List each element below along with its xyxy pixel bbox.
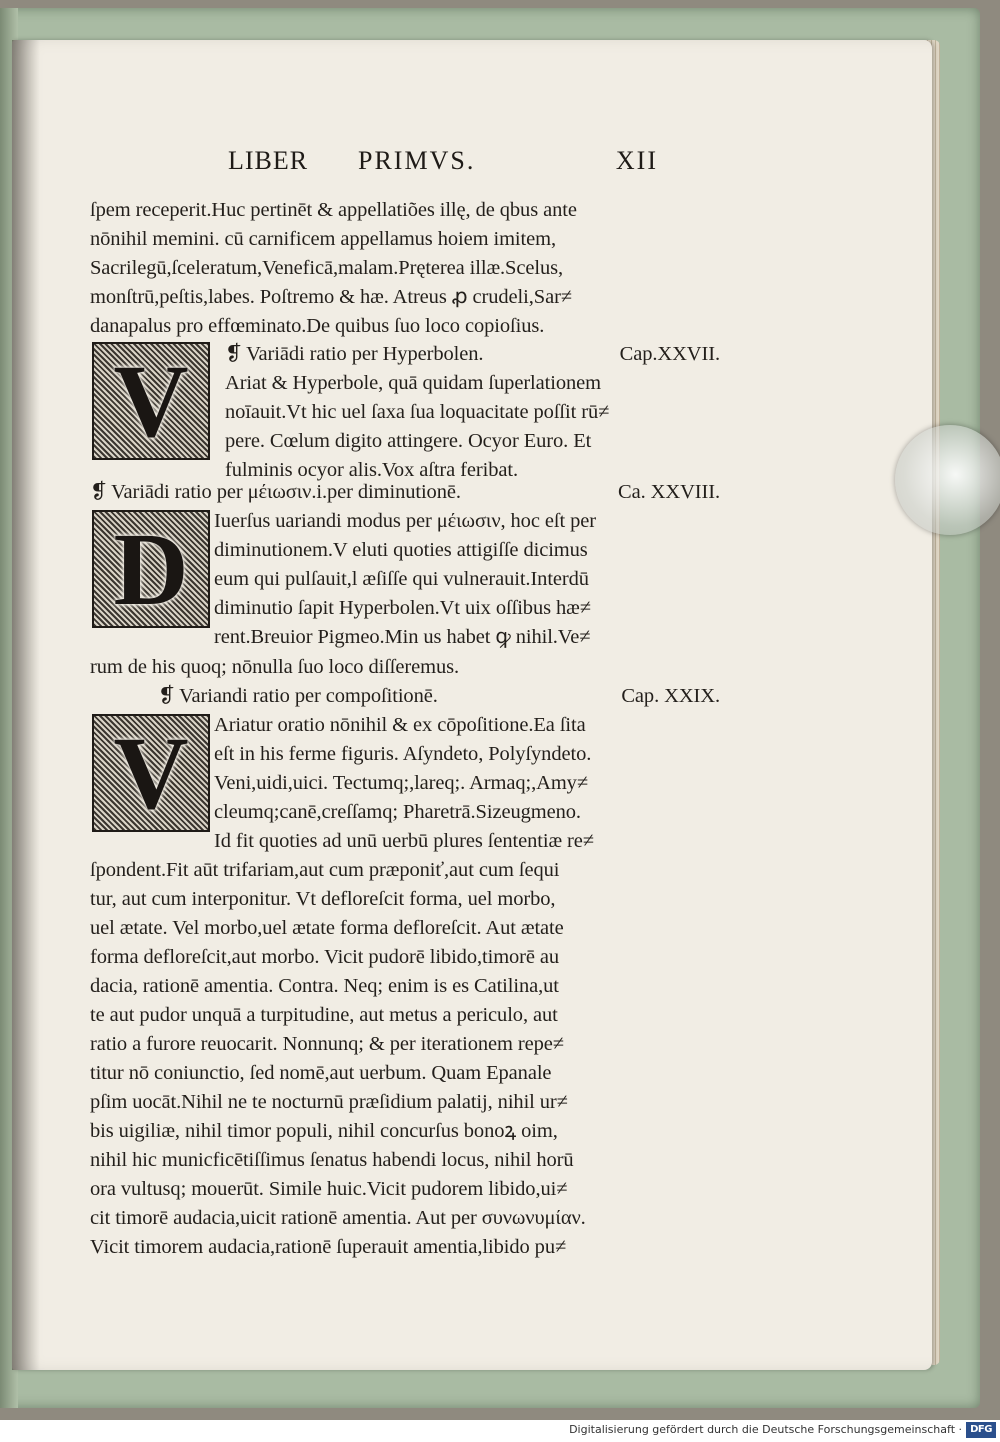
text-line: titur nō coniunctio, ſed nomē,aut uerbum. Quam Epanale	[90, 1062, 552, 1084]
text-line: monſtrū,peſtis,labes. Poſtremo & hæ. Atreus ꝓ crudeli,Sar≠	[90, 286, 572, 308]
running-head-middle: PRIMVS.	[358, 146, 476, 175]
chapter-heading-29	[158, 682, 720, 711]
text-line: Id fit quoties ad unū uerbū plures ſententiæ re≠	[214, 830, 594, 852]
folio-number: XII	[615, 146, 658, 175]
initial-letter: V	[113, 715, 189, 831]
chapter-heading-28	[90, 478, 720, 507]
text-line: cleumq;canē,creſſamq; Pharetrā.Sizeugmeno.	[214, 801, 581, 823]
text-line: Iuerſus uariandi modus per μέιωσιν, hoc eſt per	[214, 510, 596, 532]
text-line: Veni,uidi,uici. Tectumq;,lareq;. Armaq;,Amy≠	[214, 772, 588, 794]
text-line: nōnihil memini. cū carnificem appellamus hoiem imitem,	[90, 228, 556, 250]
pilcrow-ornament-icon: ❡	[158, 685, 176, 707]
text-line: diminutionem.V eluti quoties attigiſſe dicimus	[214, 539, 588, 561]
text-line: uel ætate. Vel morbo,uel ætate forma defloreſcit. Aut ætate	[90, 917, 564, 939]
decorated-initial-v	[92, 342, 210, 460]
text-line: Sacrilegū,ſceleratum,Veneficā,malam.Pręterea illæ.Scelus,	[90, 257, 564, 279]
text-line: ora vultusq; mouerūt. Simile huic.Vicit pudorem libido,ui≠	[90, 1178, 568, 1200]
text-line: eſt in his ferme figuris. Aſyndeto, Polyſyndeto.	[214, 743, 592, 765]
text-line: pere. Cœlum digito attingere. Ocyor Euro. Et	[225, 430, 592, 452]
text-line: rent.Breuior Pigmeo.Min us habet ꝙ nihil.Ve≠	[214, 626, 591, 648]
text-line: cit timorē audacia,uicit rationē amentia. Aut per συνωνυμίαν.	[90, 1207, 586, 1229]
footer-bar	[0, 1420, 1000, 1442]
text-line: eum qui pulſauit,l æſiſſe qui vulnerauit.Interdū	[214, 568, 589, 590]
gutter-shadow	[12, 40, 40, 1370]
decorated-initial-d	[92, 510, 210, 628]
funding-credit: Digitalisierung gefördert durch die Deutsche Forschungsgemeinschaft ·	[569, 1423, 962, 1436]
dfg-logo: DFG	[966, 1422, 996, 1438]
initial-letter: D	[113, 511, 189, 627]
decorated-initial-v	[92, 714, 210, 832]
text-line: bis uigiliæ, nihil timor populi, nihil concurſus bonoꝝ oim,	[90, 1120, 558, 1142]
text-line: danapalus pro effœminato.De quibus ſuo loco copioſius.	[90, 315, 545, 337]
heading-title: Variādi ratio per μέιωσιν.i.per diminutionē.	[111, 481, 461, 503]
text-line: Ariatur oratio nōnihil & ex cōpoſitione.Ea ſita	[214, 714, 586, 736]
text-line: noīauit.Vt hic uel ſaxa ſua loquacitate poſſit rū≠	[225, 401, 610, 423]
pilcrow-ornament-icon: ❡	[90, 481, 108, 503]
text-line: forma defloreſcit,aut morbo. Vicit pudorē libido,timorē au	[90, 946, 560, 968]
chapter-number: Cap. XXIX.	[621, 685, 720, 707]
text-line: ratio a furore reuocarit. Nonnunq; & per iterationem repe≠	[90, 1033, 564, 1055]
text-line: Ariat & Hyperbole, quā quidam ſuperlationem	[225, 372, 601, 394]
chapter-heading-27	[225, 340, 720, 369]
initial-letter: V	[113, 343, 189, 459]
pilcrow-ornament-icon: ❡	[225, 343, 243, 365]
running-head-left: LIBER	[228, 146, 309, 175]
running-head	[228, 146, 658, 182]
text-line: ſpem receperit.Huc pertinēt & appellatiões illę, de qbus ante	[90, 199, 577, 221]
text-line: te aut pudor unquā a turpitudine, aut metus a periculo, aut	[90, 1004, 558, 1026]
text-line: tur, aut cum interponitur. Vt defloreſcit forma, uel morbo,	[90, 888, 556, 910]
text-line: pſim uocāt.Nihil ne te nocturnū præſidium palatij, nihil ur≠	[90, 1091, 568, 1113]
text-line: fulminis ocyor alis.Vox aſtra feribat.	[225, 459, 518, 481]
text-line: nihil hic municficētiſſimus ſenatus habendi locus, nihil horū	[90, 1149, 574, 1171]
text-line: rum de his quoq; nōnulla ſuo loco diſſeremus.	[90, 656, 460, 678]
text-line: diminutio ſapit Hyperbolen.Vt uix oſſibus hæ≠	[214, 597, 591, 619]
text-line: ſpondent.Fit aūt trifariam,aut cum præponiť,aut cum ſequi	[90, 859, 560, 881]
text-line: dacia, rationē amentia. Contra. Neq; enim is es Catilina,ut	[90, 975, 559, 997]
text-line: Vicit timorem audacia,rationē ſuperauit amentia,libido pu≠	[90, 1236, 567, 1258]
chapter-number: Cap.XXVII.	[619, 343, 720, 365]
page-clip	[895, 425, 1000, 535]
heading-title: Variādi ratio per Hyperbolen.	[246, 343, 484, 365]
heading-title: Variandi ratio per compoſitionē.	[179, 685, 438, 707]
chapter-number: Ca. XXVIII.	[618, 481, 720, 503]
